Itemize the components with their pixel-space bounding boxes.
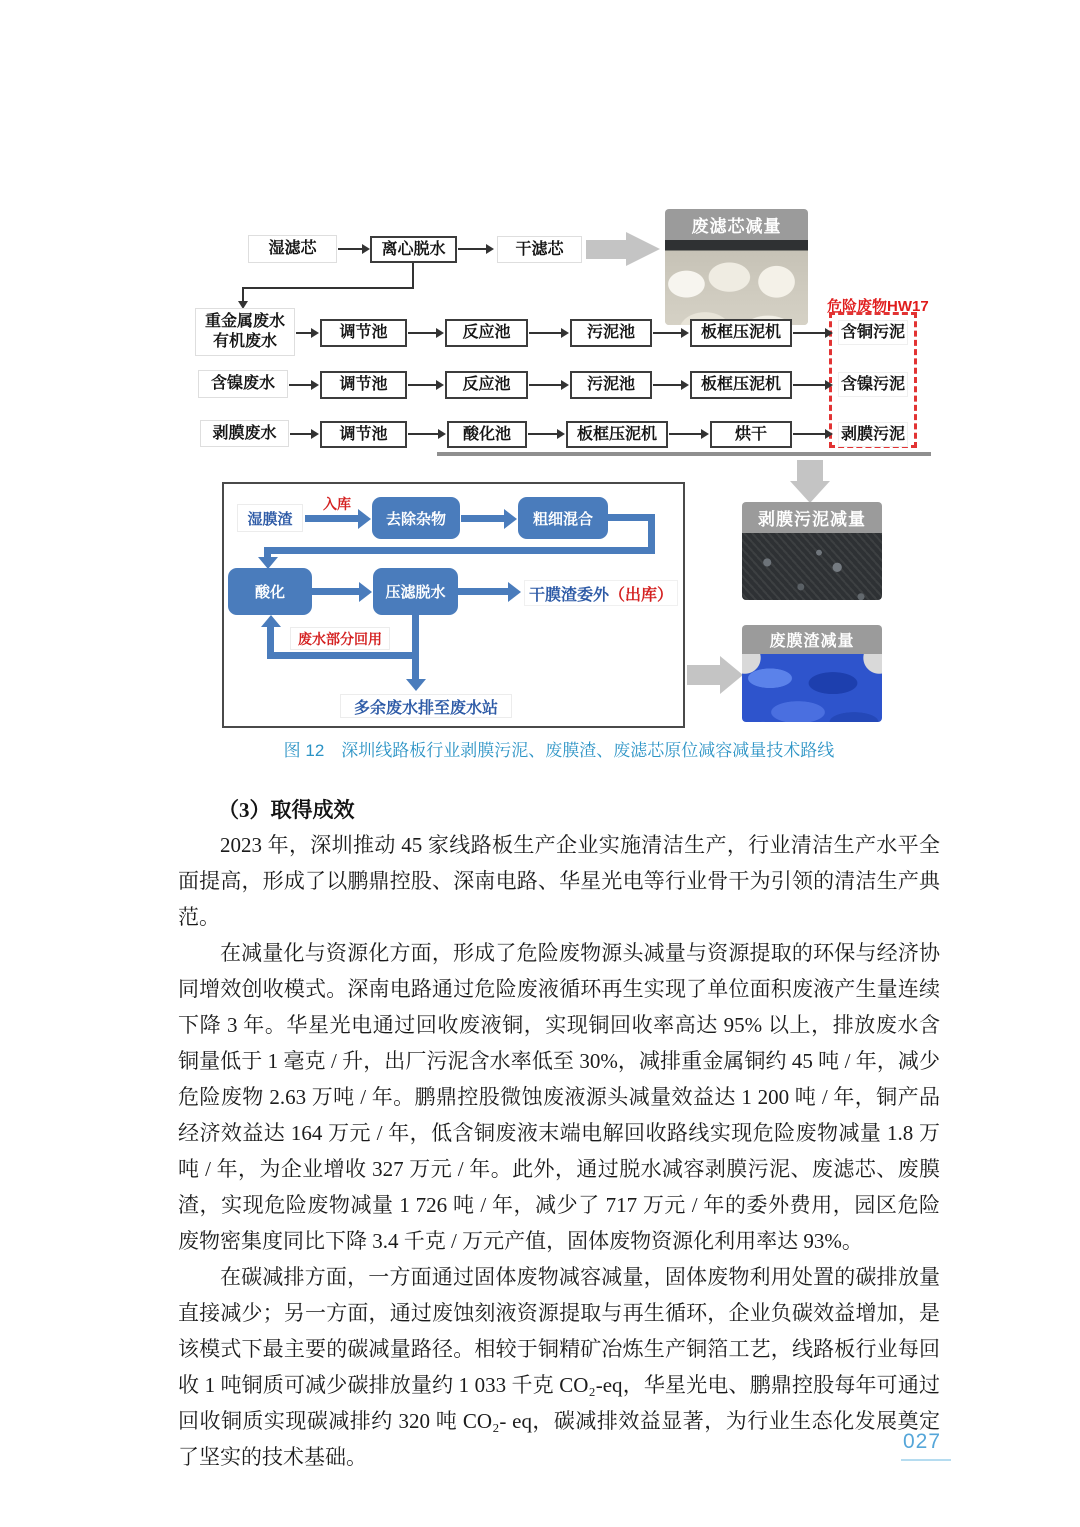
- blue-arrow-right-icon: [504, 509, 517, 529]
- page-number-underline: [901, 1459, 951, 1461]
- box-r3-sludge-tank: 污泥池: [570, 371, 652, 399]
- arrow-right-icon: [825, 429, 833, 439]
- blue-flow-line: [267, 652, 417, 659]
- arrow-right-icon: [561, 328, 569, 338]
- box-r2-reaction-tank: 反应池: [445, 319, 528, 347]
- fat-arrow-right: [586, 240, 626, 259]
- arrow-right-icon: [825, 380, 833, 390]
- blue-arrow-right-icon: [359, 582, 372, 602]
- flow-line: [653, 332, 681, 334]
- blue-flow-line: [458, 588, 508, 595]
- flow-line: [242, 288, 244, 302]
- page-number: 027: [903, 1430, 942, 1453]
- body-text: [178, 827, 940, 1475]
- arrow-right-icon: [311, 429, 319, 439]
- blue-flow-line: [461, 515, 504, 522]
- fat-arrow-right-head: [720, 656, 743, 694]
- box-centrifuge: 离心脱水: [370, 236, 457, 263]
- flow-line: [408, 433, 438, 435]
- arrow-right-icon: [486, 244, 494, 254]
- box-r3-regulating-tank: 调节池: [320, 371, 407, 399]
- box-heavy-metal-wastewater: [195, 308, 295, 356]
- arrow-right-icon: [362, 244, 370, 254]
- label-excess-wastewater: 多余废水排至废水站: [340, 694, 512, 718]
- box-press-dewater: 压滤脱水: [373, 568, 458, 615]
- arrow-right-icon: [438, 429, 446, 439]
- paragraph-1: 2023 年，深圳推动 45 家线路板生产企业实施清洁生产，行业清洁生产水平全面提高，形成了以鹏鼎控股、深南电路、华星光电等行业骨干为引领的清洁生产典范。: [178, 833, 940, 929]
- arrow-right-icon: [436, 380, 444, 390]
- flow-line: [528, 433, 557, 435]
- hazard-waste-label: 危险废物HW17: [827, 298, 929, 315]
- box-copper-sludge: 含铜污泥: [838, 320, 908, 345]
- fat-arrow-down-head: [790, 481, 830, 503]
- arrow-right-icon: [701, 429, 709, 439]
- arrow-right-icon: [311, 328, 319, 338]
- arrow-right-icon: [825, 328, 833, 338]
- blue-arrow-down-icon: [406, 679, 426, 691]
- flow-line: [408, 384, 436, 386]
- box-r4-regulating-tank: 调节池: [320, 421, 407, 448]
- label-in-store: 入库: [323, 496, 351, 512]
- label-wastewater-partial-reuse: 废水部分回用: [290, 627, 390, 650]
- photo-stripping-sludge: [742, 502, 882, 600]
- film-residue-image: [742, 654, 882, 722]
- paragraph-2: 在减量化与资源化方面，形成了危险废物源头减量与资源提取的环保与经济协同增效创收模式。深南电路通过危险废液循环再生实现了单位面积废液产生量连续下降 3 年。华星光电通过回收废液铜，实现铜回收率高达 95% 以上，排放废水含铜量低于 1 毫克 / 升，出厂污泥含水率低至 30%，减排重金属铜约 45 吨 / 年，减少危险废物 2.63 万吨 / 年。鹏鼎控股微蚀废液源头减量效益达 1 200 吨 / 年，铜产品经济效益达 164 万元 / 年，低含铜废液末端电解回收路线实现危险废物减量 1.8 万吨 / 年，为企业增收 327 万元 / 年。此外，通过脱水减容剥膜污泥、废滤芯、废膜渣，实现危险废物减量 1 726 吨 / 年，减少了 717 万元 / 年的委外费用，园区危险废物密集度同比下降 3.4 千克 / 万元产值，固体废物资源化利用率达 93%。: [178, 941, 940, 1253]
- box-drying: 烘干: [710, 421, 792, 448]
- box-r2-sludge-tank: 污泥池: [570, 319, 652, 347]
- box-coarse-fine-mix: 粗细混合: [518, 497, 608, 539]
- box-r3-reaction-tank: 反应池: [445, 371, 528, 399]
- blue-arrow-right-icon: [508, 582, 521, 602]
- paragraph-3: 在碳减排方面，一方面通过固体废物减容减量，固体废物利用处置的碳排放量直接减少；另一方面，通过废蚀刻液资源提取与再生循环，企业负碳效益增加，是该模式下最主要的碳减量路径。相较于铜精矿冶炼生产铜箔工艺，线路板行业每回收 1 吨铜质可减少碳排放量约 1 033 千克 CO₂-eq，华星光电、鹏鼎控股每年可通过回收铜质实现碳减排约 320 吨 CO₂- eq，碳减排效益显著，为行业生态化发展奠定了坚实的技术基础。: [178, 1265, 940, 1469]
- box-stripping-sludge: 剥膜污泥: [838, 422, 908, 447]
- box-wet-filter: 湿滤芯: [248, 235, 337, 263]
- arrow-right-icon: [557, 429, 565, 439]
- flow-line: [529, 384, 561, 386]
- flow-line: [669, 433, 701, 435]
- blue-arrow-up-icon: [261, 615, 281, 627]
- box-dry-filter: 干滤芯: [497, 236, 582, 263]
- photo-stripping-sludge-label: 剥膜污泥减量: [742, 502, 882, 533]
- flow-line: [296, 332, 312, 334]
- arrow-right-icon: [561, 380, 569, 390]
- flow-line: [408, 332, 436, 334]
- box-r2-regulating-tank: 调节池: [320, 319, 407, 347]
- photo-waste-filter-label: 废滤芯减量: [665, 209, 808, 240]
- flow-line: [290, 433, 312, 435]
- label-out-store-red: （出库）: [609, 586, 674, 604]
- box-acidification-tank: 酸化池: [447, 421, 527, 448]
- box-stripping-wastewater: 剥膜废水: [200, 420, 289, 447]
- flow-line: [242, 287, 414, 289]
- stripping-sludge-image: [742, 533, 882, 600]
- separator-bar: [437, 452, 931, 456]
- label-dry-residue-outsourced: [524, 580, 678, 606]
- blue-arrow-right-icon: [358, 509, 371, 529]
- flow-line: [653, 384, 681, 386]
- flow-line: [289, 384, 312, 386]
- arrow-right-icon: [681, 380, 689, 390]
- box-remove-impurities: 去除杂物: [372, 497, 460, 539]
- photo-film-residue-label: 废膜渣减量: [742, 625, 882, 654]
- waste-filter-image: [665, 240, 808, 325]
- box-nickel-wastewater: 含镍废水: [198, 370, 288, 398]
- box-r2-filter-press: 板框压泥机: [690, 319, 792, 347]
- section-heading: （3）取得成效: [218, 798, 355, 822]
- fat-arrow-right-head: [626, 232, 660, 266]
- box-wet-film-residue: 湿膜渣: [237, 504, 303, 532]
- flow-line: [529, 332, 561, 334]
- box-heavy-metal-line1: 重金属废水: [204, 313, 285, 330]
- blue-flow-line: [264, 547, 655, 554]
- arrow-right-icon: [436, 328, 444, 338]
- blue-flow-line: [412, 615, 419, 680]
- photo-waste-filter: [665, 209, 808, 325]
- blue-flow-line: [267, 626, 274, 656]
- fat-arrow-right: [687, 665, 720, 685]
- box-acidify: 酸化: [228, 568, 312, 615]
- flow-line: [793, 332, 825, 334]
- box-nickel-sludge: 含镍污泥: [838, 372, 908, 397]
- box-r4-filter-press: 板框压泥机: [566, 421, 668, 448]
- flow-line: [793, 433, 825, 435]
- flow-line: [412, 263, 414, 288]
- flow-line: [793, 384, 825, 386]
- flow-line: [338, 248, 363, 250]
- photo-film-residue: [742, 625, 882, 722]
- box-organic-line2: 有机废水: [212, 333, 277, 350]
- arrow-right-icon: [681, 328, 689, 338]
- blue-flow-line: [312, 588, 359, 595]
- label-dry-residue-blue: 干膜渣委外: [529, 586, 610, 604]
- fat-arrow-down: [797, 460, 823, 481]
- figure-caption: 图 12 深圳线路板行业剥膜污泥、废膜渣、废滤芯原位减容减量技术路线: [283, 741, 835, 760]
- blue-flow-line: [305, 515, 358, 522]
- arrow-right-icon: [311, 380, 319, 390]
- box-r3-filter-press: 板框压泥机: [690, 371, 792, 399]
- flow-line: [458, 248, 486, 250]
